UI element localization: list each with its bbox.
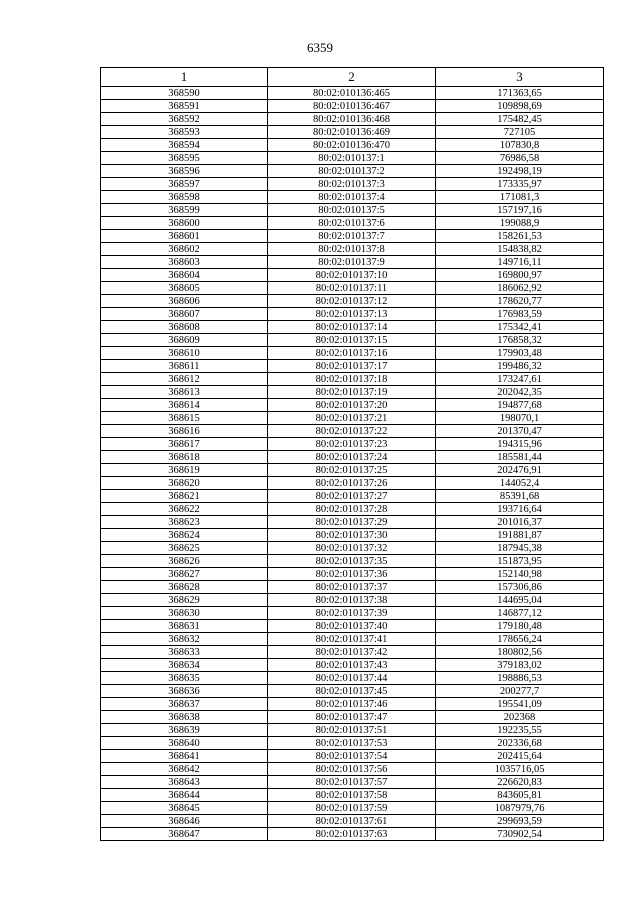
row-number-cell: 368617 xyxy=(101,438,268,451)
value-cell: 193716,64 xyxy=(436,503,604,516)
cadastral-number-cell: 80:02:010137:39 xyxy=(268,607,436,620)
value-cell: 107830,8 xyxy=(436,139,604,152)
row-number-cell: 368625 xyxy=(101,542,268,555)
table-row xyxy=(101,451,604,464)
cadastral-number-cell: 80:02:010137:59 xyxy=(268,802,436,815)
table-row xyxy=(101,113,604,126)
row-number-cell: 368605 xyxy=(101,282,268,295)
value-cell: 200277,7 xyxy=(436,685,604,698)
value-cell: 201370,47 xyxy=(436,425,604,438)
row-number-cell: 368634 xyxy=(101,659,268,672)
cadastral-number-cell: 80:02:010137:30 xyxy=(268,529,436,542)
table-row xyxy=(101,204,604,217)
column-header-3: 3 xyxy=(436,68,604,87)
row-number-cell: 368616 xyxy=(101,425,268,438)
cadastral-number-cell: 80:02:010137:17 xyxy=(268,360,436,373)
table-row xyxy=(101,191,604,204)
value-cell: 202415,64 xyxy=(436,750,604,763)
table-row xyxy=(101,373,604,386)
cadastral-number-cell: 80:02:010137:10 xyxy=(268,269,436,282)
value-cell: 171081,3 xyxy=(436,191,604,204)
cadastral-number-cell: 80:02:010137:63 xyxy=(268,828,436,841)
table-row xyxy=(101,217,604,230)
cadastral-number-cell: 80:02:010137:7 xyxy=(268,230,436,243)
value-cell: 186062,92 xyxy=(436,282,604,295)
cadastral-number-cell: 80:02:010136:467 xyxy=(268,100,436,113)
value-cell: 185581,44 xyxy=(436,451,604,464)
value-cell: 179903,48 xyxy=(436,347,604,360)
value-cell: 199486,32 xyxy=(436,360,604,373)
row-number-cell: 368645 xyxy=(101,802,268,815)
table-row xyxy=(101,789,604,802)
value-cell: 76986,58 xyxy=(436,152,604,165)
value-cell: 1087979,76 xyxy=(436,802,604,815)
cadastral-number-cell: 80:02:010136:470 xyxy=(268,139,436,152)
row-number-cell: 368612 xyxy=(101,373,268,386)
row-number-cell: 368629 xyxy=(101,594,268,607)
row-number-cell: 368623 xyxy=(101,516,268,529)
row-number-cell: 368614 xyxy=(101,399,268,412)
cadastral-number-cell: 80:02:010136:469 xyxy=(268,126,436,139)
row-number-cell: 368615 xyxy=(101,412,268,425)
cadastral-number-cell: 80:02:010137:56 xyxy=(268,763,436,776)
cadastral-number-cell: 80:02:010137:41 xyxy=(268,633,436,646)
value-cell: 152140,98 xyxy=(436,568,604,581)
cadastral-number-cell: 80:02:010136:465 xyxy=(268,87,436,100)
table-row xyxy=(101,152,604,165)
cadastral-number-cell: 80:02:010137:18 xyxy=(268,373,436,386)
table-row xyxy=(101,568,604,581)
value-cell: 191881,87 xyxy=(436,529,604,542)
cadastral-number-cell: 80:02:010137:45 xyxy=(268,685,436,698)
table-row xyxy=(101,334,604,347)
value-cell: 299693,59 xyxy=(436,815,604,828)
value-cell: 176858,32 xyxy=(436,334,604,347)
table-row xyxy=(101,438,604,451)
table-row xyxy=(101,607,604,620)
row-number-cell: 368644 xyxy=(101,789,268,802)
table-row xyxy=(101,776,604,789)
value-cell: 151873,95 xyxy=(436,555,604,568)
cadastral-number-cell: 80:02:010137:32 xyxy=(268,542,436,555)
value-cell: 144695,04 xyxy=(436,594,604,607)
table-row xyxy=(101,698,604,711)
table-row xyxy=(101,581,604,594)
table-row xyxy=(101,724,604,737)
cadastral-number-cell: 80:02:010137:46 xyxy=(268,698,436,711)
row-number-cell: 368626 xyxy=(101,555,268,568)
row-number-cell: 368607 xyxy=(101,308,268,321)
table-row xyxy=(101,763,604,776)
cadastral-number-cell: 80:02:010137:12 xyxy=(268,295,436,308)
table-row xyxy=(101,243,604,256)
cadastral-number-cell: 80:02:010137:9 xyxy=(268,256,436,269)
row-number-cell: 368619 xyxy=(101,464,268,477)
row-number-cell: 368633 xyxy=(101,646,268,659)
table-row xyxy=(101,126,604,139)
cadastral-number-cell: 80:02:010137:6 xyxy=(268,217,436,230)
row-number-cell: 368613 xyxy=(101,386,268,399)
row-number-cell: 368592 xyxy=(101,113,268,126)
cadastral-number-cell: 80:02:010137:37 xyxy=(268,581,436,594)
row-number-cell: 368641 xyxy=(101,750,268,763)
cadastral-number-cell: 80:02:010137:14 xyxy=(268,321,436,334)
header-row xyxy=(101,68,604,87)
row-number-cell: 368594 xyxy=(101,139,268,152)
row-number-cell: 368638 xyxy=(101,711,268,724)
table-row xyxy=(101,542,604,555)
table-row xyxy=(101,269,604,282)
table-row xyxy=(101,139,604,152)
row-number-cell: 368635 xyxy=(101,672,268,685)
cadastral-number-cell: 80:02:010137:29 xyxy=(268,516,436,529)
row-number-cell: 368620 xyxy=(101,477,268,490)
cadastral-number-cell: 80:02:010137:20 xyxy=(268,399,436,412)
row-number-cell: 368597 xyxy=(101,178,268,191)
row-number-cell: 368606 xyxy=(101,295,268,308)
cadastral-number-cell: 80:02:010137:43 xyxy=(268,659,436,672)
cadastral-number-cell: 80:02:010137:26 xyxy=(268,477,436,490)
row-number-cell: 368622 xyxy=(101,503,268,516)
table-row xyxy=(101,802,604,815)
value-cell: 175342,41 xyxy=(436,321,604,334)
cadastral-number-cell: 80:02:010137:4 xyxy=(268,191,436,204)
cadastral-number-cell: 80:02:010137:2 xyxy=(268,165,436,178)
cadastral-number-cell: 80:02:010137:35 xyxy=(268,555,436,568)
value-cell: 202336,68 xyxy=(436,737,604,750)
row-number-cell: 368601 xyxy=(101,230,268,243)
cadastral-number-cell: 80:02:010137:40 xyxy=(268,620,436,633)
table-row xyxy=(101,516,604,529)
row-number-cell: 368602 xyxy=(101,243,268,256)
table-row xyxy=(101,360,604,373)
column-header-1: 1 xyxy=(101,68,268,87)
row-number-cell: 368599 xyxy=(101,204,268,217)
table-row xyxy=(101,815,604,828)
value-cell: 173335,97 xyxy=(436,178,604,191)
cadastral-number-cell: 80:02:010137:42 xyxy=(268,646,436,659)
row-number-cell: 368598 xyxy=(101,191,268,204)
table-row xyxy=(101,555,604,568)
table-row xyxy=(101,685,604,698)
row-number-cell: 368627 xyxy=(101,568,268,581)
cadastral-number-cell: 80:02:010137:24 xyxy=(268,451,436,464)
row-number-cell: 368637 xyxy=(101,698,268,711)
row-number-cell: 368639 xyxy=(101,724,268,737)
value-cell: 154838,82 xyxy=(436,243,604,256)
row-number-cell: 368643 xyxy=(101,776,268,789)
table-body xyxy=(101,87,604,841)
value-cell: 843605,81 xyxy=(436,789,604,802)
cadastral-number-cell: 80:02:010137:61 xyxy=(268,815,436,828)
table-row xyxy=(101,412,604,425)
value-cell: 146877,12 xyxy=(436,607,604,620)
table-row xyxy=(101,477,604,490)
value-cell: 201016,37 xyxy=(436,516,604,529)
cadastral-number-cell: 80:02:010137:21 xyxy=(268,412,436,425)
table-row xyxy=(101,178,604,191)
value-cell: 157197,16 xyxy=(436,204,604,217)
cadastral-number-cell: 80:02:010137:22 xyxy=(268,425,436,438)
value-cell: 149716,11 xyxy=(436,256,604,269)
value-cell: 194315,96 xyxy=(436,438,604,451)
table-row xyxy=(101,737,604,750)
table-row xyxy=(101,347,604,360)
row-number-cell: 368642 xyxy=(101,763,268,776)
row-number-cell: 368640 xyxy=(101,737,268,750)
table-row xyxy=(101,308,604,321)
value-cell: 194877,68 xyxy=(436,399,604,412)
value-cell: 195541,09 xyxy=(436,698,604,711)
row-number-cell: 368595 xyxy=(101,152,268,165)
value-cell: 730902,54 xyxy=(436,828,604,841)
row-number-cell: 368590 xyxy=(101,87,268,100)
table-row xyxy=(101,87,604,100)
table-row xyxy=(101,295,604,308)
row-number-cell: 368646 xyxy=(101,815,268,828)
row-number-cell: 368604 xyxy=(101,269,268,282)
table-row xyxy=(101,646,604,659)
row-number-cell: 368630 xyxy=(101,607,268,620)
cadastral-number-cell: 80:02:010137:53 xyxy=(268,737,436,750)
table-row xyxy=(101,464,604,477)
cadastral-number-cell: 80:02:010137:51 xyxy=(268,724,436,737)
table-row xyxy=(101,256,604,269)
value-cell: 175482,45 xyxy=(436,113,604,126)
value-cell: 85391,68 xyxy=(436,490,604,503)
row-number-cell: 368609 xyxy=(101,334,268,347)
row-number-cell: 368621 xyxy=(101,490,268,503)
row-number-cell: 368610 xyxy=(101,347,268,360)
cadastral-number-cell: 80:02:010137:16 xyxy=(268,347,436,360)
value-cell: 226620,83 xyxy=(436,776,604,789)
cadastral-number-cell: 80:02:010137:58 xyxy=(268,789,436,802)
row-number-cell: 368624 xyxy=(101,529,268,542)
table-row xyxy=(101,230,604,243)
value-cell: 379183,02 xyxy=(436,659,604,672)
table-row xyxy=(101,633,604,646)
cadastral-number-cell: 80:02:010137:27 xyxy=(268,490,436,503)
table-row xyxy=(101,490,604,503)
row-number-cell: 368632 xyxy=(101,633,268,646)
value-cell: 187945,38 xyxy=(436,542,604,555)
table-row xyxy=(101,828,604,841)
cadastral-number-cell: 80:02:010137:3 xyxy=(268,178,436,191)
cadastral-number-cell: 80:02:010137:1 xyxy=(268,152,436,165)
value-cell: 180802,56 xyxy=(436,646,604,659)
row-number-cell: 368591 xyxy=(101,100,268,113)
cadastral-number-cell: 80:02:010137:54 xyxy=(268,750,436,763)
row-number-cell: 368628 xyxy=(101,581,268,594)
table-row xyxy=(101,321,604,334)
value-cell: 109898,69 xyxy=(436,100,604,113)
table-row xyxy=(101,594,604,607)
cadastral-number-cell: 80:02:010137:5 xyxy=(268,204,436,217)
table-row xyxy=(101,503,604,516)
table-row xyxy=(101,386,604,399)
row-number-cell: 368603 xyxy=(101,256,268,269)
value-cell: 178656,24 xyxy=(436,633,604,646)
value-cell: 202476,91 xyxy=(436,464,604,477)
row-number-cell: 368593 xyxy=(101,126,268,139)
value-cell: 158261,53 xyxy=(436,230,604,243)
row-number-cell: 368596 xyxy=(101,165,268,178)
table-row xyxy=(101,750,604,763)
cadastral-number-cell: 80:02:010137:8 xyxy=(268,243,436,256)
table-row xyxy=(101,165,604,178)
value-cell: 198070,1 xyxy=(436,412,604,425)
value-cell: 199088,9 xyxy=(436,217,604,230)
table-row xyxy=(101,659,604,672)
column-header-2: 2 xyxy=(268,68,436,87)
cadastral-number-cell: 80:02:010137:25 xyxy=(268,464,436,477)
value-cell: 192498,19 xyxy=(436,165,604,178)
table-row xyxy=(101,399,604,412)
cadastral-table xyxy=(100,67,604,841)
row-number-cell: 368611 xyxy=(101,360,268,373)
value-cell: 192235,55 xyxy=(436,724,604,737)
cadastral-number-cell: 80:02:010137:36 xyxy=(268,568,436,581)
cadastral-number-cell: 80:02:010137:13 xyxy=(268,308,436,321)
row-number-cell: 368647 xyxy=(101,828,268,841)
value-cell: 176983,59 xyxy=(436,308,604,321)
cadastral-number-cell: 80:02:010137:15 xyxy=(268,334,436,347)
row-number-cell: 368600 xyxy=(101,217,268,230)
table-row xyxy=(101,620,604,633)
value-cell: 178620,77 xyxy=(436,295,604,308)
value-cell: 202042,35 xyxy=(436,386,604,399)
cadastral-number-cell: 80:02:010137:23 xyxy=(268,438,436,451)
table-row xyxy=(101,529,604,542)
value-cell: 173247,61 xyxy=(436,373,604,386)
value-cell: 179180,48 xyxy=(436,620,604,633)
cadastral-number-cell: 80:02:010137:57 xyxy=(268,776,436,789)
cadastral-number-cell: 80:02:010137:47 xyxy=(268,711,436,724)
cadastral-number-cell: 80:02:010137:19 xyxy=(268,386,436,399)
value-cell: 727105 xyxy=(436,126,604,139)
cadastral-number-cell: 80:02:010136:468 xyxy=(268,113,436,126)
table-row xyxy=(101,282,604,295)
table-row xyxy=(101,425,604,438)
cadastral-number-cell: 80:02:010137:44 xyxy=(268,672,436,685)
table-row xyxy=(101,672,604,685)
value-cell: 171363,65 xyxy=(436,87,604,100)
row-number-cell: 368631 xyxy=(101,620,268,633)
table-row xyxy=(101,100,604,113)
row-number-cell: 368608 xyxy=(101,321,268,334)
cadastral-number-cell: 80:02:010137:28 xyxy=(268,503,436,516)
cadastral-number-cell: 80:02:010137:11 xyxy=(268,282,436,295)
value-cell: 202368 xyxy=(436,711,604,724)
value-cell: 1035716,05 xyxy=(436,763,604,776)
value-cell: 157306,86 xyxy=(436,581,604,594)
page-number: 6359 xyxy=(307,40,333,55)
cadastral-number-cell: 80:02:010137:38 xyxy=(268,594,436,607)
row-number-cell: 368636 xyxy=(101,685,268,698)
row-number-cell: 368618 xyxy=(101,451,268,464)
value-cell: 169800,97 xyxy=(436,269,604,282)
value-cell: 144052,4 xyxy=(436,477,604,490)
table-row xyxy=(101,711,604,724)
value-cell: 198886,53 xyxy=(436,672,604,685)
